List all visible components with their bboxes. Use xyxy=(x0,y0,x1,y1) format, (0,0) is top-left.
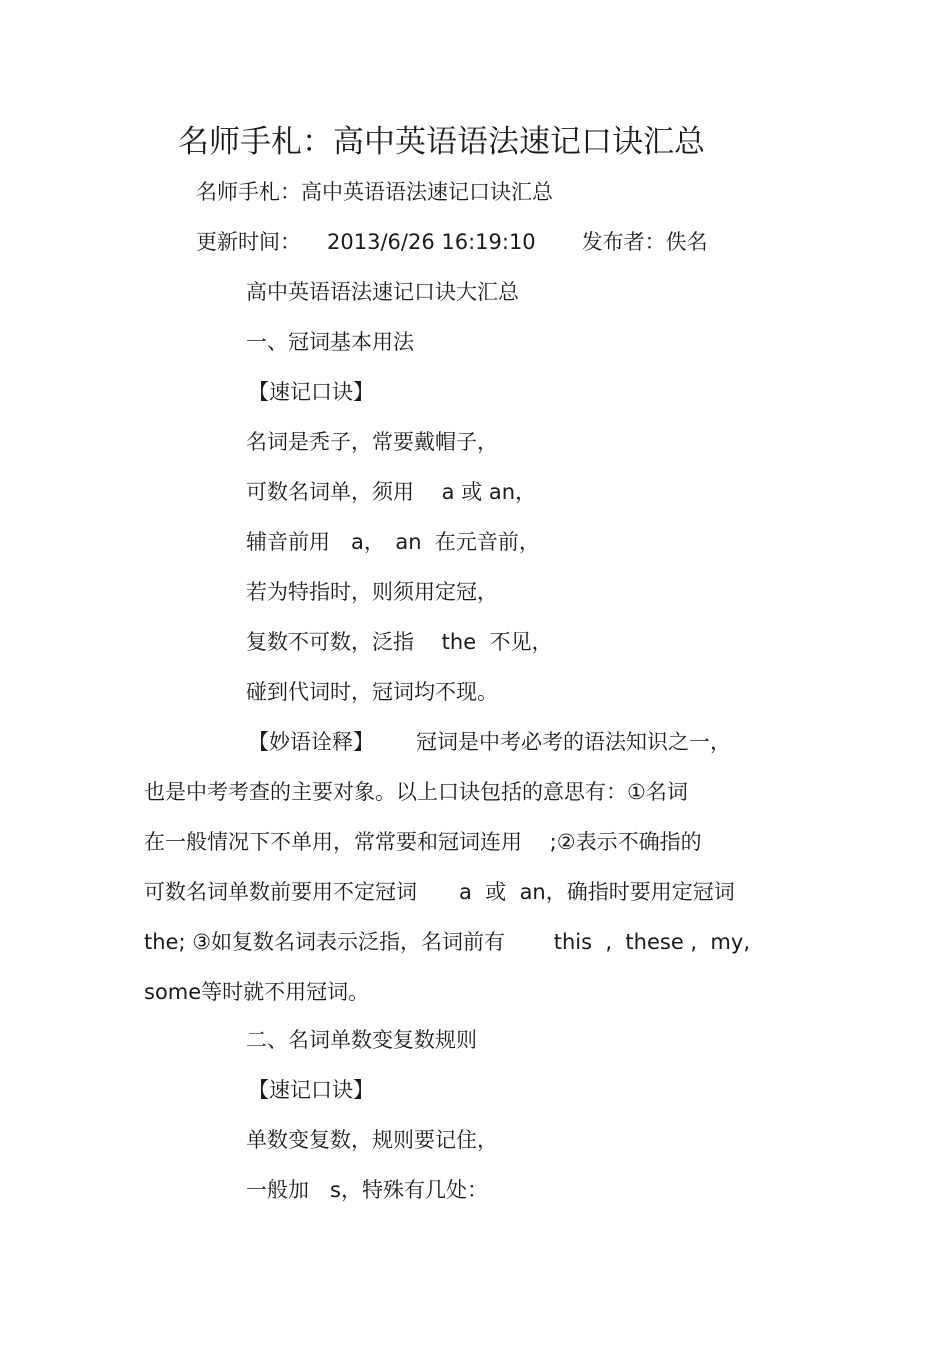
mnemonic-line: 若为特指时，则须用定冠， xyxy=(246,580,498,604)
meta-line xyxy=(196,228,708,256)
mnemonic-line: 辅音前用 a， an 在元音前， xyxy=(246,530,540,554)
explain-line: the; ③如复数名词表示泛指，名词前有 this , these , my, xyxy=(144,930,750,954)
explain-text: 冠词是中考必考的语法知识之一， xyxy=(416,730,731,754)
subtitle: 名师手札：高中英语语法速记口诀汇总 xyxy=(196,180,553,204)
mnemonic-line: 一般加 s，特殊有几处： xyxy=(246,1178,488,1202)
section1-title: 一、冠词基本用法 xyxy=(246,330,414,354)
explain-line-first xyxy=(248,728,731,756)
mnemonic-line: 可数名词单，须用 a 或 an， xyxy=(246,480,537,504)
page-title: 名师手札：高中英语语法速记口诀汇总 xyxy=(178,124,705,160)
mnemonic-line: 单数变复数，规则要记住， xyxy=(246,1128,498,1152)
updated-label: 更新时间： xyxy=(196,230,301,254)
mnemonic-line: 复数不可数，泛指 the 不见， xyxy=(246,630,553,654)
section2-mnemonic-label: 【速记口诀】 xyxy=(248,1078,374,1102)
mnemonic-line: 名词是秃子，常要戴帽子， xyxy=(246,430,498,454)
section-heading: 高中英语语法速记口诀大汇总 xyxy=(246,280,519,304)
updated-value: 2013/6/26 16:19:10 xyxy=(327,230,536,254)
explain-label: 【妙语诠释】 xyxy=(248,730,374,754)
publisher-label: 发布者：佚名 xyxy=(581,230,708,254)
explain-line: 也是中考考查的主要对象。以上口诀包括的意思有：①名词 xyxy=(144,780,688,804)
section2-title: 二、名词单数变复数规则 xyxy=(246,1028,477,1052)
explain-line: some等时就不用冠词。 xyxy=(144,980,370,1004)
explain-line: 在一般情况下不单用，常常要和冠词连用 ;②表示不确指的 xyxy=(144,830,702,854)
section1-mnemonic-label: 【速记口诀】 xyxy=(248,380,374,404)
mnemonic-line: 碰到代词时，冠词均不现。 xyxy=(246,680,498,704)
explain-line: 可数名词单数前要用不定冠词 a 或 an，确指时要用定冠词 xyxy=(144,880,735,904)
